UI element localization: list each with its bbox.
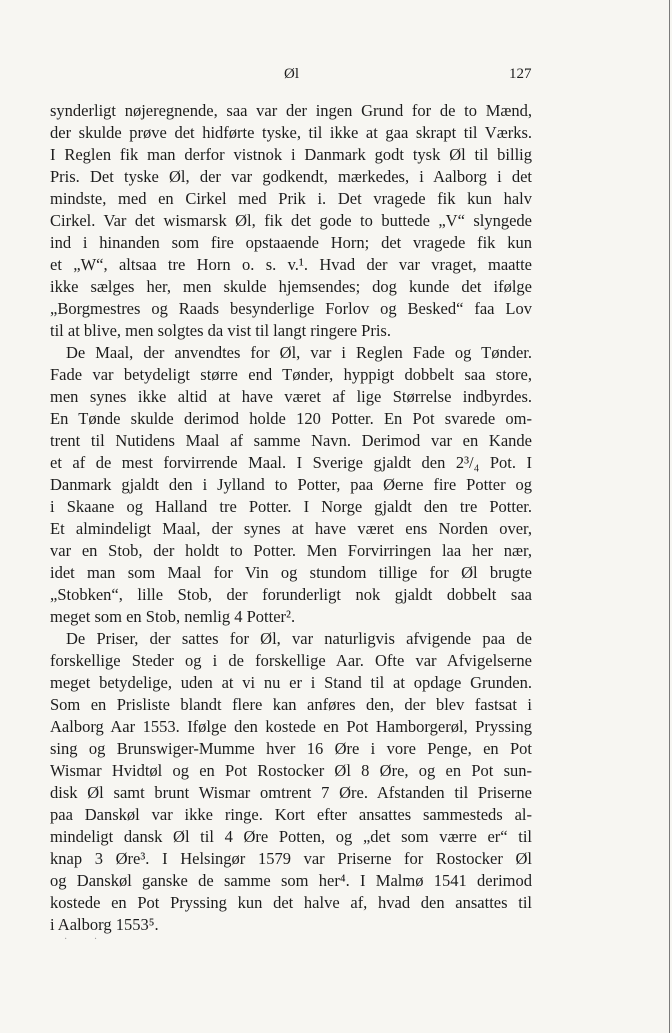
text-line: ind i hinanden som fire opstaaende Horn; det vragede fik kun [50, 233, 532, 252]
running-title: Øl [284, 66, 299, 82]
text-line: „Borgmestres og Raads besynderlige Forlov og Besked“ faa Lov [50, 299, 532, 318]
text-line: Et almindeligt Maal, der synes at have været ens Norden over, [50, 519, 532, 538]
text-line: der skulde prøve det hidførte tyske, til ikke at gaa skrapt til Værks. [50, 123, 532, 142]
text-line: mindste, med en Cirkel med Prik i. Det vragede fik kun halv [50, 189, 532, 208]
text-line: trent til Nutidens Maal af samme Navn. Derimod var en Kande [50, 431, 532, 450]
scan-specks: · · [64, 934, 110, 945]
text-line: kostede en Pot Pryssing kun det halve af, hvad den ansattes til [50, 893, 532, 912]
text-line: et „W“, altsaa tre Horn o. s. v.¹. Hvad der var vraget, maatte [50, 255, 532, 274]
text-line: synderligt nøjeregnende, saa var der ingen Grund for de to Mænd, [50, 101, 532, 120]
text-line: Aalborg Aar 1553. Ifølge den kostede en Pot Hamborgerøl, Pryssing [50, 717, 532, 736]
text-line: Fade var betydeligt større end Tønder, hyppigt dobbelt saa store, [50, 365, 532, 384]
text-line: De Maal, der anvendtes for Øl, var i Reglen Fade og Tønder. [66, 343, 532, 362]
text-line: sing og Brunswiger-Mumme hver 16 Øre i vore Penge, en Pot [50, 739, 532, 758]
text-line: „Stobken“, lille Stob, der forunderligt nok gjaldt dobbelt saa [50, 585, 532, 604]
body-text [50, 100, 532, 936]
text-line: En Tønde skulde derimod holde 120 Potter. En Pot svarede om- [50, 409, 532, 428]
text-line: var en Stob, der holdt to Potter. Men Forvirringen laa her nær, [50, 541, 532, 560]
text-line: Som en Prisliste blandt flere kan anføres den, der blev fastsat i [50, 695, 532, 714]
text-line: et af de mest forvirrende Maal. I Sverige gjaldt den 2³/₄ Pot. I [50, 453, 532, 472]
text-line: i Skaane og Halland tre Potter. I Norge gjaldt den tre Potter. [50, 497, 532, 516]
text-line: men synes ikke altid at have været af lige Størrelse indbyrdes. [50, 387, 532, 406]
text-line: meget betydelige, uden at vi nu er i Stand til at opdage Grunden. [50, 673, 532, 692]
text-line: paa Danskøl var ikke ringe. Kort efter ansattes sammesteds al- [50, 805, 532, 824]
text-line: Wismar Hvidtøl og en Pot Rostocker Øl 8 Øre, og en Pot sun- [50, 761, 532, 780]
text-line: mindeligt dansk Øl til 4 Øre Potten, og „det som værre er“ til [50, 827, 532, 846]
text-line: Pris. Det tyske Øl, der var godkendt, mærkedes, i Aalborg i det [50, 167, 532, 186]
text-line: til at blive, men solgtes da vist til langt ringere Pris. [50, 321, 391, 340]
text-line: idet man som Maal for Vin og stundom tillige for Øl brugte [50, 563, 532, 582]
text-line: meget som en Stob, nemlig 4 Potter². [50, 607, 296, 626]
text-line: Danmark gjaldt den i Jylland to Potter, paa Øerne fire Potter og [50, 475, 532, 494]
text-line: ikke sælges her, men skulde hjemsendes; dog kunde det ifølge [50, 277, 532, 296]
text-line: i Aalborg 1553⁵. [50, 915, 159, 934]
text-line: og Danskøl ganske de samme som her⁴. I Malmø 1541 derimod [50, 871, 532, 890]
text-line: knap 3 Øre³. I Helsingør 1579 var Priserne for Rostocker Øl [50, 849, 532, 868]
text-line: De Priser, der sattes for Øl, var naturligvis afvigende paa de [66, 629, 532, 648]
text-line: forskellige Steder og i de forskellige Aar. Ofte var Afvigelserne [50, 651, 532, 670]
page-number: 127 [509, 66, 532, 82]
text-line: disk Øl samt brunt Wismar omtrent 7 Øre. Afstanden til Priserne [50, 783, 532, 802]
text-line: Cirkel. Var det wismarsk Øl, fik det gode to buttede „V“ slyngede [50, 211, 532, 230]
text-line: I Reglen fik man derfor vistnok i Danmark godt tysk Øl til billig [50, 145, 532, 164]
running-header [0, 66, 672, 86]
page-edge-line [669, 0, 670, 1033]
